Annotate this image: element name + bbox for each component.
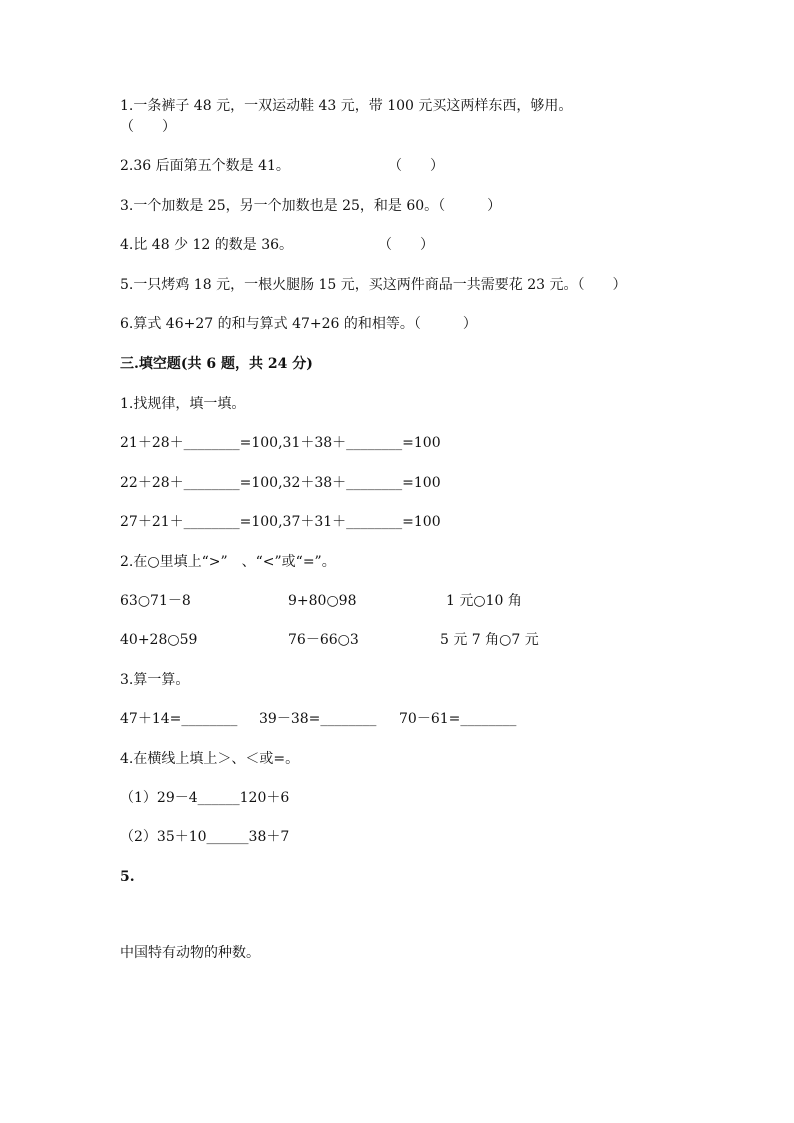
judge-q6: 6.算式 46+27 的和与算式 47+26 的和相等。（ ）	[120, 316, 477, 332]
fill-q1-title: 1.找规律，填一填。	[120, 396, 246, 412]
judge-q5: 5.一只烤鸡 18 元，一根火腿肠 15 元，买这两件商品一共需要花 23 元。（ ）	[120, 277, 627, 293]
pattern-row-1: 21＋28＋________=100,31＋38＋________=100	[120, 435, 441, 451]
compare-item: 63○71－8	[120, 593, 191, 609]
fill-q5-caption: 中国特有动物的种数。	[120, 945, 260, 961]
fill-q4-title: 4.在横线上填上＞、＜或=。	[120, 751, 300, 767]
pattern-row-2: 22＋28＋________=100,32＋38＋________=100	[120, 475, 441, 491]
judge-q2: 2.36 后面第五个数是 41。	[120, 158, 290, 174]
judge-q4-answer-paren: （ ）	[378, 237, 434, 253]
compare-item: 9+80○98	[288, 593, 357, 609]
compare-subquestion: （2）35＋10______38＋7	[120, 829, 290, 845]
fill-q5-title: 5.	[120, 869, 135, 885]
compare-subquestion: （1）29－4______120＋6	[120, 790, 290, 806]
calc-item: 47＋14=________	[120, 711, 238, 727]
compare-item: 5 元 7 角○7 元	[440, 632, 539, 648]
section-heading: 三.填空题(共 6 题，共 24 分)	[120, 356, 313, 372]
judge-q2-answer-paren: （ ）	[388, 158, 444, 174]
judge-q3: 3.一个加数是 25，另一个加数也是 25，和是 60。（ ）	[120, 198, 502, 214]
judge-q1-answer-paren: （ ）	[120, 119, 176, 135]
fill-q3-title: 3.算一算。	[120, 672, 190, 688]
calc-item: 70－61=________	[399, 711, 517, 727]
pattern-row-3: 27＋21＋________=100,37＋31＋________=100	[120, 514, 441, 530]
compare-item: 76－66○3	[288, 632, 359, 648]
judge-q1: 1.一条裤子 48 元，一双运动鞋 43 元，带 100 元买这两样东西，够用。	[120, 98, 573, 114]
judge-q4: 4.比 48 少 12 的数是 36。	[120, 237, 294, 253]
compare-item: 40+28○59	[120, 632, 198, 648]
fill-q2-title: 2.在○里填上“>” 、“<”或“=”。	[120, 554, 336, 570]
compare-item: 1 元○10 角	[446, 593, 522, 609]
calc-item: 39－38=________	[259, 711, 377, 727]
